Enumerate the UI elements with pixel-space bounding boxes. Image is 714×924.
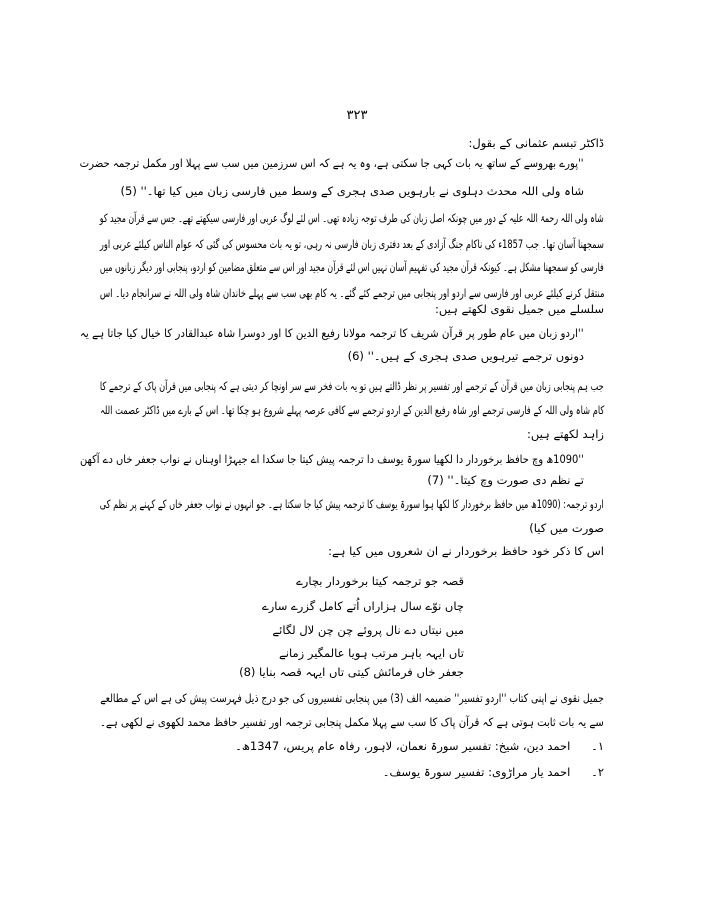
text-line: جب ہم پنجابی زبان میں قرآن کے ترجمے اور تفسیر پر نظر ڈالتے ہیں تو یہ بات فخر سے سر اونچا کر دیتی ہے کہ پنجابی میں قرآن پاک کے ترجمے کا <box>100 379 604 393</box>
quote-line: ''پورے بھروسے کے ساتھ یہ بات کہی جا سکتی ہے، وہ یہ ہے کہ اس سرزمین میں سب سے پہلا اور مکمل ترجمہ حضرت <box>80 156 584 170</box>
text-line: سے یہ بات ثابت ہوتی ہے کہ قرآن پاک کا سب سے پہلا مکمل پنجابی ترجمہ اور تفسیر حافظ محمد لکھوی نے لکھی ہے۔ <box>100 715 604 729</box>
list-item-text: احمد یار مراڑوی: تفسیر سورۃ یوسف۔ <box>382 765 571 779</box>
text-line: سلسلے میں جمیل نقوی لکھتے ہیں: <box>434 302 604 316</box>
text-line: ڈاکٹر تبسم عثمانی کے بقول: <box>468 136 604 150</box>
list-item <box>383 764 604 780</box>
text-line: فارسی کو سمجھنا مشکل ہے۔ کیونکہ قرآن مجید کی تفہیم آسان نہیں اس لئے قرآن مجید اور اس سے متعلق مضامین کو اردو، پنجابی اور دیگر زبانوں میں <box>100 260 604 274</box>
verse-line: جعفر خاں فرمائش کیتی تاں ایہہ قصہ بنایا (8) <box>239 665 464 679</box>
list-item-text: احمد دین، شیخ: تفسیر سورۃ نعمان، لاہور، رفاہ عام پریس، 1347ھ۔ <box>235 739 571 753</box>
quote-line: تے نظم دی صورت وچ کیتا۔'' (7) <box>427 473 584 487</box>
text-line: منتقل کرنے کیلئے عربی اور فارسی سے اردو اور پنجابی میں ترجمے کئے گئے۔ یہ کام بھی سب سے پہلے خاندان شاہ ولی اللہ نے سرانجام دیا۔ اس <box>99 286 604 300</box>
text-line: صورت میں کیا) <box>529 521 604 535</box>
list-item-number: ۲۔ <box>591 765 604 779</box>
list-item <box>235 738 604 754</box>
text-line: سمجھنا آسان تھا۔ جب 1857ء کی ناکام جنگ آزادی کے بعد دفتری زبان فارسی نہ رہی، تو یہ بات محسوس کی گئی کہ عوام الناس کیلئے عربی اور <box>100 237 604 251</box>
list-item-number: ۱۔ <box>591 739 604 753</box>
quote-line: ''اردو زبان میں عام طور پر قرآن شریف کا ترجمہ مولانا رفیع الدین کا اور دوسرا شاہ عبدالقادر کا خیال کیا جاتا ہے یہ <box>80 326 584 340</box>
quote-line: شاہ ولی اللہ محدث دہلوی نے بارہویں صدی ہجری کے وسط میں فارسی زبان میں کیا تھا۔'' (5) <box>120 184 584 198</box>
text-line: اردو ترجمہ: (1090ھ میں حافظ برخوردار کا لکھا ہوا سورۃ یوسف کا ترجمہ پیش کیا جا سکتا ہے۔ جو انہوں نے نواب جعفر خاں کے کہنے پر نظم کی <box>100 497 604 511</box>
verse-line: تاں ایہہ باہر مرتب ہویا عالمگیر زمانے <box>279 646 464 660</box>
quote-line: ''1090ھ وچ حافظ برخوردار دا لکھیا سورۃ یوسف دا ترجمہ پیش کیتا جا سکدا اے جیہڑا اوہناں نے نواب جعفر خاں دے آکھن <box>80 452 584 466</box>
verse-line: قصہ جو ترجمہ کیتا برخوردار بچارے <box>296 574 464 588</box>
text-line: اس کا ذکر خود حافظ برخوردار نے ان شعروں میں کیا ہے: <box>328 544 604 558</box>
verse-line: میں نیتاں دے نال پروئے چن چن لال لگائے <box>272 623 464 637</box>
text-line: زاہد لکھتے ہیں: <box>526 427 604 441</box>
text-line: کام شاہ ولی اللہ کے فارسی ترجمے اور شاہ رفیع الدین کے اردو ترجمے سے کافی عرصہ پہلے شروع ہو چکا تھا۔ اس کے بارے میں ڈاکٹر عصمت اللہ <box>99 403 604 417</box>
text-line: شاہ ولی اللہ رحمۃ اللہ علیہ کے دور میں چونکہ اصل زبان کی طرف توجہ زیادہ تھی۔ اس لئے لوگ عربی اور فارسی سیکھتے تھے۔ جس سے قرآن مجید کو <box>100 211 604 225</box>
quote-line: دونوں ترجمے تیرہویں صدی ہجری کے ہیں۔'' (6) <box>347 349 584 363</box>
page-number: ۳۲۳ <box>346 108 368 123</box>
verse-line: چاں نوّے سال ہزاراں اُتے کامل گزرے سارے <box>261 599 464 613</box>
text-line: جمیل نقوی نے اپنی کتاب ''اردو تفسیر'' ضمیمہ الف (3) میں پنجابی تفسیروں کی جو درج ذیل فہرست پیش کی ہے اس کے مطالعے <box>100 691 604 705</box>
